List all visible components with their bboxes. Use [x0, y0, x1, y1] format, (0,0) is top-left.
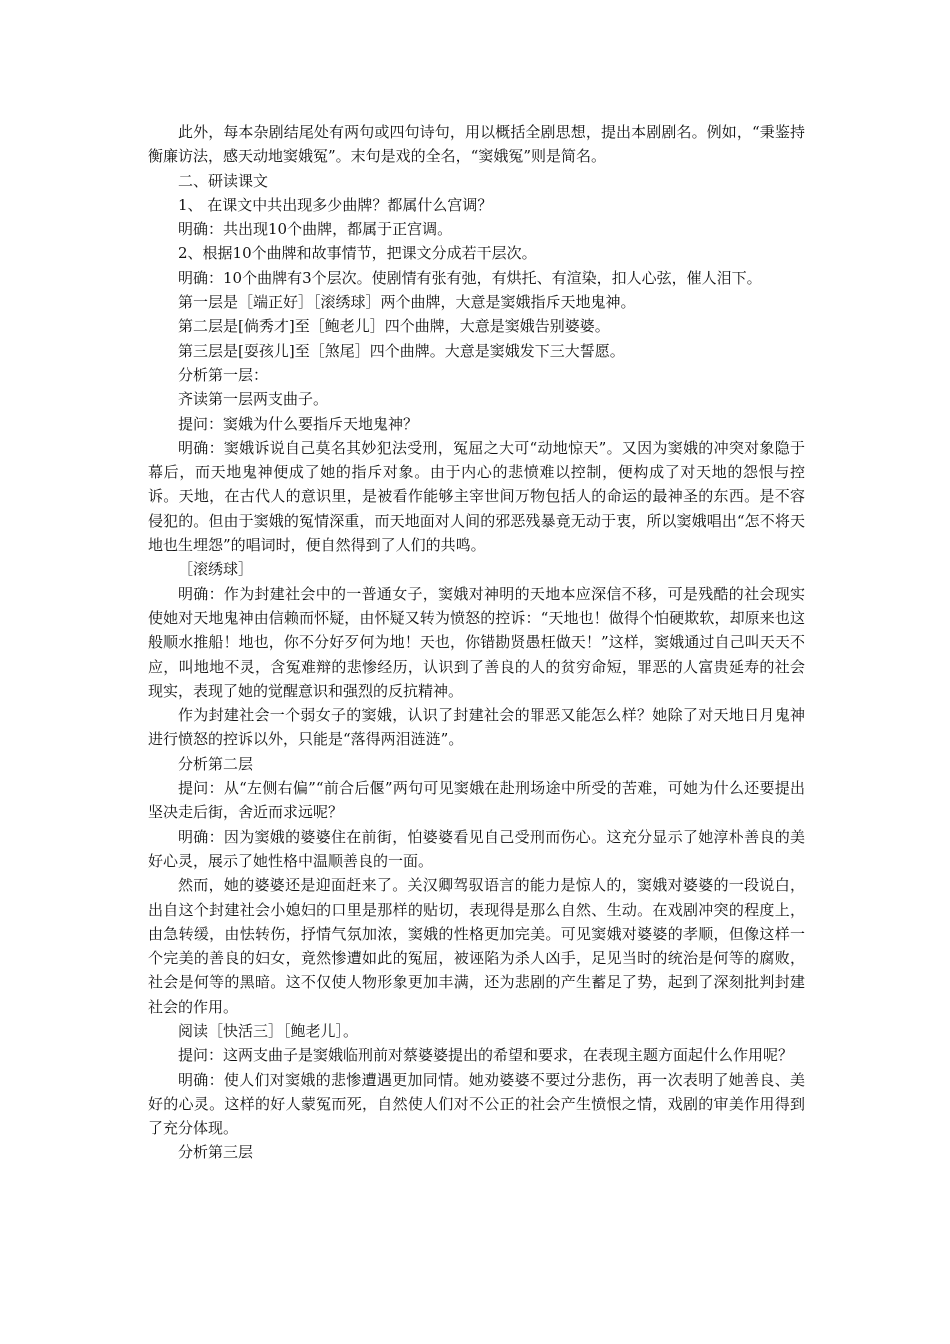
paragraph-intro-zaju-ending: 此外，每本杂剧结尾处有两句或四句诗句，用以概括全剧思想，提出本剧剧名。例如，“秉鉴持衡廉访法，感天动地窦娥冤”。末句是戏的全名，“窦娥冤”则是简名。	[148, 123, 805, 166]
question-1: 1、 在课文中共出现多少曲牌？都属什么宫调？	[178, 195, 493, 214]
question-accuse-heaven: 提问：窦娥为什么要指斥天地鬼神？	[178, 414, 419, 433]
answer-back-street: 明确：因为窦娥的婆婆住在前街，怕婆婆看见自己受刑而伤心。这充分显示了她淳朴善良的美好心灵，展示了她性格中温顺善良的一面。	[148, 827, 805, 870]
layer-3-summary: 第三层是[耍孩儿]至［煞尾］四个曲牌。大意是窦娥发下三大誓愿。	[178, 341, 625, 360]
answer-tunes-role: 明确：使人们对窦娥的悲惨遭遇更加同情。她劝婆婆不要过分悲伤，再一次表明了她善良、美好的心灵。这样的好人蒙冤而死，自然使人们对不公正的社会产生愤恨之情，戏剧的审美作用得到了充分体现。	[148, 1070, 805, 1138]
question-2: 2、根据10个曲牌和故事情节，把课文分成若干层次。	[178, 244, 537, 263]
analysis-layer-2-heading: 分析第二层	[178, 754, 254, 773]
answer-1: 明确：共出现10个曲牌，都属于正宫调。	[178, 220, 453, 239]
paragraph-mother-in-law: 然而，她的婆婆还是迎面赶来了。关汉卿驾驭语言的能力是惊人的，窦娥对婆婆的一段说白，出自这个封建社会小媳妇的口里是那样的贴切，表现得是那么自然、生动。在戏剧冲突的程度上，由急转缓，由怯转伤，抒情气氛加浓，窦娥的性格更加完美。可见窦娥对婆婆的孝顺，但像这样一个完美的善良的妇女，竟然惨遭如此的冤屈，被诬陷为杀人凶手，足见当时的统治是何等的腐败，社会是何等的黑暗。这不仅使人物形象更加丰满，还为悲剧的产生蓄足了势，起到了深刻批判封建社会的作用。	[148, 876, 805, 1016]
layer-1-summary: 第一层是［端正好］［滚绣球］两个曲牌，大意是窦娥指斥天地鬼神。	[178, 293, 636, 312]
question-tunes-role: 提问：这两支曲子是窦娥临刑前对蔡婆婆提出的希望和要求，在表现主题方面起什么作用呢？	[178, 1046, 794, 1065]
paragraph-weak-woman: 作为封建社会一个弱女子的窦娥，认识了封建社会的罪恶又能怎么样？她除了对天地日月鬼神进行愤怒的控诉以外，只能是“落得两泪涟涟”。	[148, 706, 805, 749]
instruction-read-tunes: 阅读［快活三］［鲍老儿］。	[178, 1021, 359, 1040]
document-page	[148, 120, 805, 1165]
question-back-street: 提问：从“左侧右偏”“前合后偃”两句可见窦娥在赴刑场途中所受的苦难，可她为什么还要提出坚决走后街，舍近而求远呢？	[148, 779, 805, 822]
tune-title-gunxiuqiu: ［滚绣球］	[178, 560, 254, 579]
answer-2: 明确：10个曲牌有3个层次。使剧情有张有弛，有烘托、有渲染，扣人心弦，催人泪下。	[178, 268, 762, 287]
answer-gunxiuqiu: 明确：作为封建社会中的一普通女子，窦娥对神明的天地本应深信不移，可是残酷的社会现实使她对天地鬼神由信赖而怀疑，由怀疑又转为愤怒的控诉：“天地也！做得个怕硬欺软，却原来也这般顺水推船！地也，你不分好歹何为地！天也，你错勘贤愚枉做天！”这样，窦娥通过自己叫天天不应，叫地地不灵，含冤难辩的悲惨经历，认识到了善良的人的贫穷命短，罪恶的人富贵延寿的社会现实，表现了她的觉醒意识和强烈的反抗精神。	[148, 584, 805, 700]
section-heading-study-text: 二、研读课文	[178, 171, 269, 190]
analysis-layer-3-heading: 分析第三层	[178, 1143, 254, 1162]
instruction-read-aloud: 齐读第一层两支曲子。	[178, 390, 329, 409]
answer-accuse-heaven: 明确：窦娥诉说自己莫名其妙犯法受刑，冤屈之大可“动地惊天”。又因为窦娥的冲突对象隐于幕后，而天地鬼神便成了她的指斥对象。由于内心的悲愤难以控制，便构成了对天地的怨恨与控诉。天地，在古代人的意识里，是被看作能够主宰世间万物包括人的命运的最神圣的东西。是不容侵犯的。但由于窦娥的冤情深重，而天地面对人间的邪恶残暴竟无动于衷，所以窦娥唱出“怎不将天地也生埋怨”的唱词时，便自然得到了人们的共鸣。	[148, 438, 805, 555]
layer-2-summary: 第二层是[倘秀才]至［鲍老儿］四个曲牌，大意是窦娥告别婆婆。	[178, 317, 610, 336]
analysis-layer-1-heading: 分析第一层：	[178, 365, 269, 384]
